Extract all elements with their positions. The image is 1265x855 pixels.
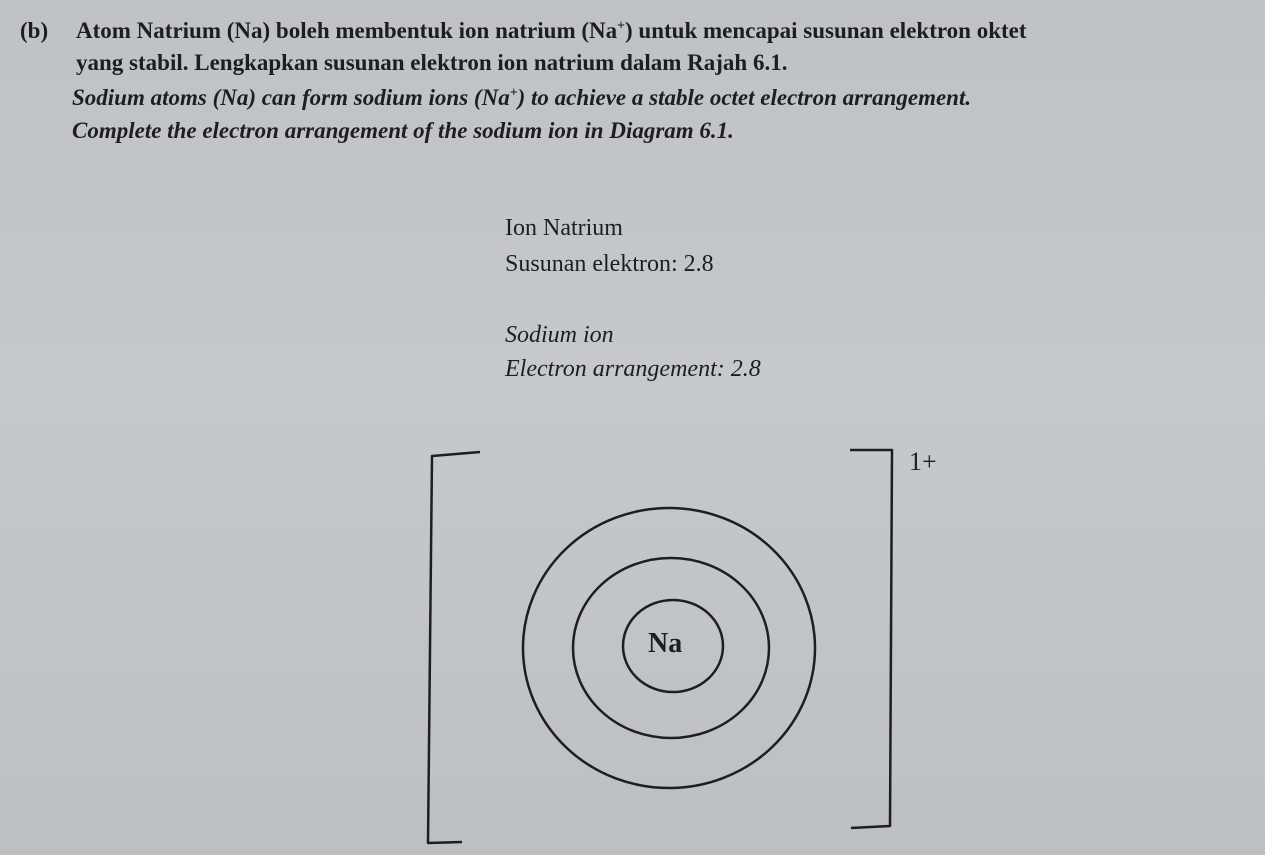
english-line-1-part-a: Sodium atoms (Na) can form sodium ions (Na bbox=[72, 85, 510, 110]
ion-title-english: Sodium ion bbox=[505, 322, 614, 348]
ion-title-malay: Ion Natrium bbox=[505, 215, 623, 241]
malay-line-1-superscript: + bbox=[617, 17, 625, 33]
question-malay-line-2: yang stabil. Lengkapkan susunan elektron ion natrium dalam Rajah 6.1. bbox=[76, 50, 788, 75]
nucleus-symbol: Na bbox=[648, 628, 683, 659]
question-english-line-1 bbox=[72, 85, 971, 111]
malay-line-1-part-a: Atom Natrium (Na) boleh membentuk ion natrium (Na bbox=[76, 18, 618, 43]
question-malay-line-1 bbox=[76, 18, 1027, 44]
left-bracket bbox=[428, 452, 480, 843]
ion-charge: 1+ bbox=[909, 447, 937, 476]
right-bracket bbox=[850, 450, 892, 828]
ion-arrangement-english: Electron arrangement: 2.8 bbox=[505, 356, 761, 382]
question-english-line-2: Complete the electron arrangement of the sodium ion in Diagram 6.1. bbox=[72, 118, 734, 143]
english-line-1-superscript: + bbox=[509, 84, 518, 100]
english-line-1-part-b: ) to achieve a stable octet electron arrangement. bbox=[517, 85, 972, 110]
ion-arrangement-malay: Susunan elektron: 2.8 bbox=[505, 251, 714, 277]
sodium-ion-diagram bbox=[400, 430, 1000, 855]
question-label: (b) bbox=[20, 18, 49, 43]
malay-line-1-part-b: ) untuk mencapai susunan elektron oktet bbox=[625, 18, 1027, 43]
